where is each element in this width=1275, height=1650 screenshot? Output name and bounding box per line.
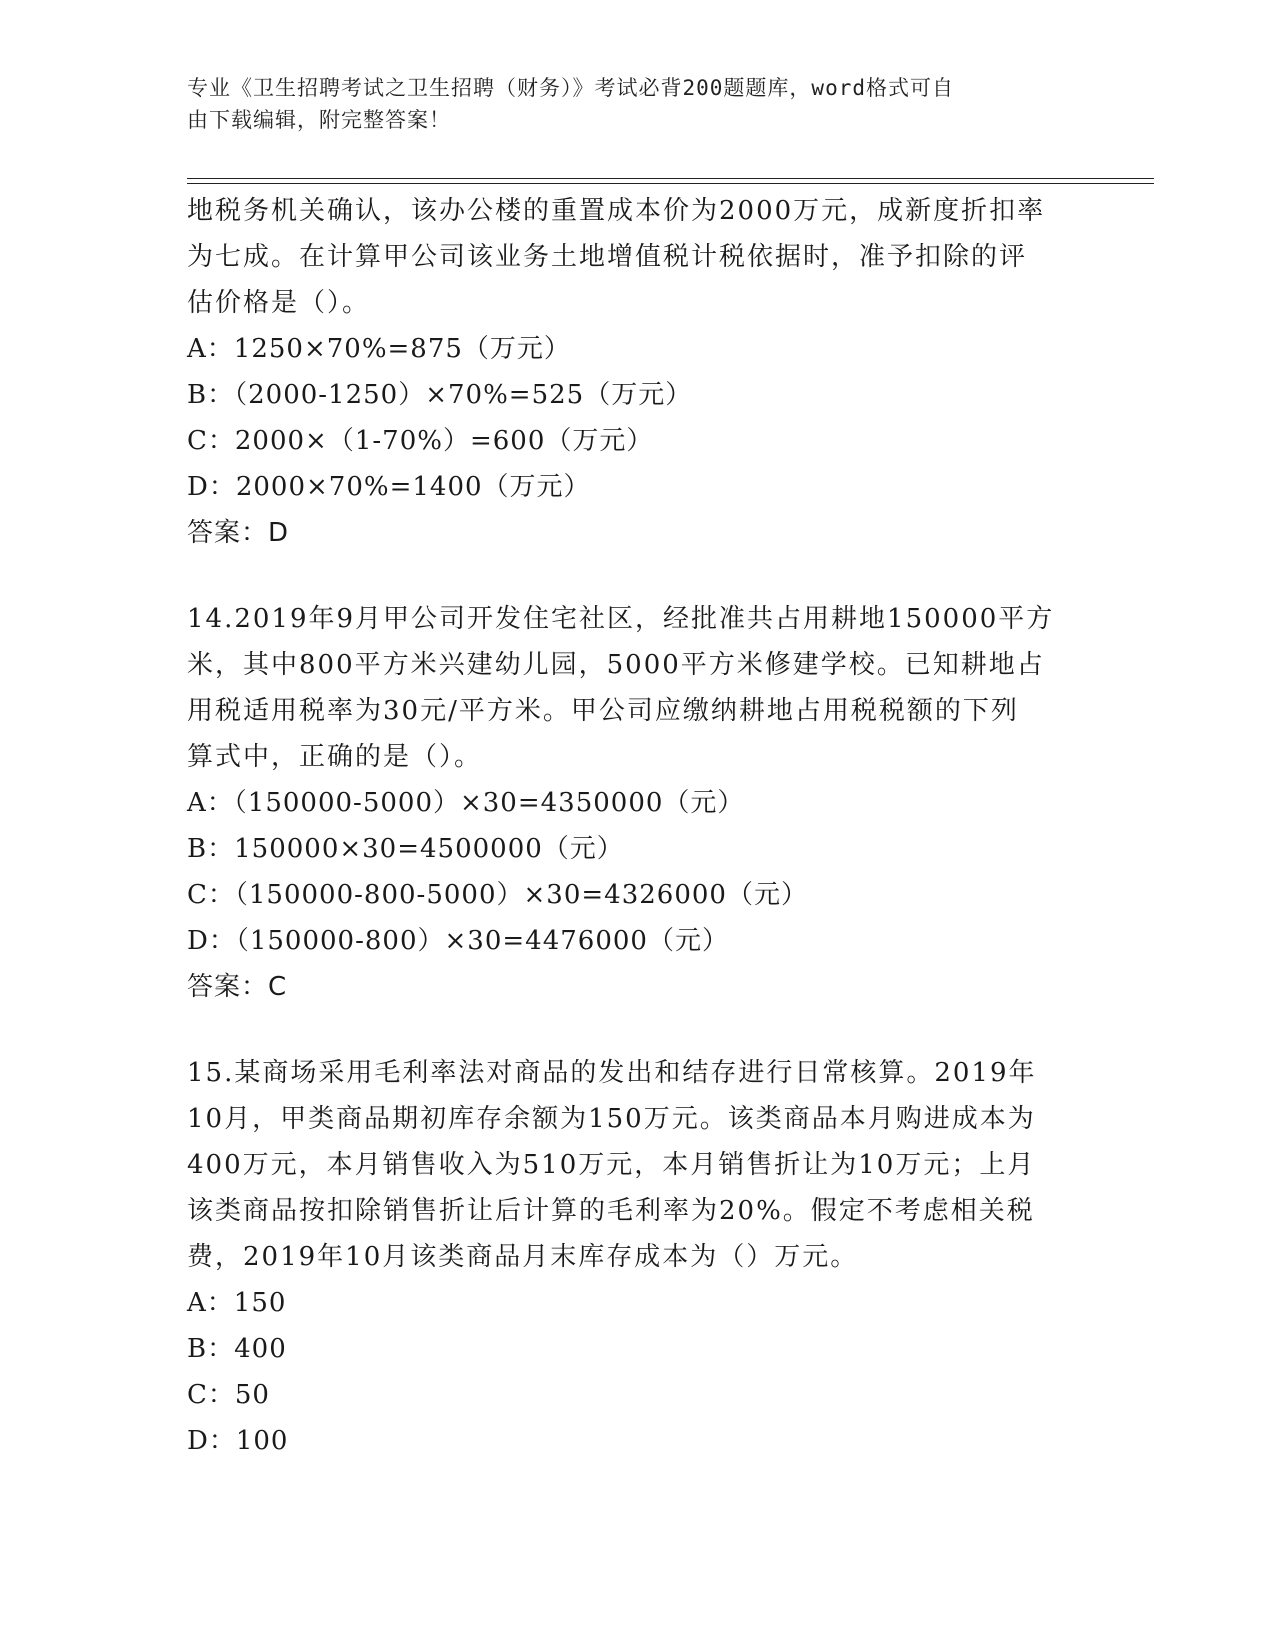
header-rule-top: [187, 178, 1154, 179]
question-text-line: 费，2019年10月该类商品月末库存成本为（）万元。: [187, 1242, 859, 1272]
option-d: D：100: [187, 1426, 289, 1456]
answer-label: 答案：D: [187, 518, 290, 548]
question-text-line: 米，其中800平方米兴建幼儿园，5000平方米修建学校。已知耕地占: [187, 650, 1045, 680]
header-line-1: 专业《卫生招聘考试之卫生招聘（财务）》考试必背200题题库，word格式可自: [187, 76, 954, 100]
header-rule-bottom: [187, 183, 1154, 184]
question-text-line: 该类商品按扣除销售折让后计算的毛利率为20%。假定不考虑相关税: [187, 1196, 1035, 1226]
spacer: [187, 1010, 1087, 1050]
question-text-line: 为七成。在计算甲公司该业务土地增值税计税依据时，准予扣除的评: [187, 242, 1028, 272]
question-text-line: 地税务机关确认，该办公楼的重置成本价为2000万元，成新度折扣率: [187, 196, 1046, 226]
question-text-line: 算式中，正确的是（）。: [187, 742, 483, 772]
option-c: C：2000×（1-70%）=600（万元）: [187, 426, 654, 456]
option-d: D：2000×70%=1400（万元）: [187, 472, 591, 502]
question-text-line: 10月，甲类商品期初库存余额为150万元。该类商品本月购进成本为: [187, 1104, 1036, 1134]
question-14: [187, 596, 1087, 1010]
header-line-2: 由下载编辑，附完整答案！: [187, 108, 451, 132]
question-15: [187, 1050, 1087, 1464]
option-a: A：150: [187, 1288, 287, 1318]
document-header: [187, 72, 1087, 136]
question-continuation: [187, 188, 1087, 556]
document-body: [187, 188, 1087, 1464]
question-text-line: 400万元，本月销售收入为510万元，本月销售折让为10万元；上月: [187, 1150, 1036, 1180]
option-a: A：1250×70%=875（万元）: [187, 334, 571, 364]
question-text-line: 估价格是（）。: [187, 288, 371, 318]
question-text-line: 用税适用税率为30元/平方米。甲公司应缴纳耕地占用税税额的下列: [187, 696, 1019, 726]
spacer: [187, 556, 1087, 596]
question-text-line: 15.某商场采用毛利率法对商品的发出和结存进行日常核算。2019年: [187, 1058, 1037, 1088]
option-b: B：（2000-1250）×70%=525（万元）: [187, 380, 693, 410]
option-c: C：（150000-800-5000）×30=4326000（元）: [187, 880, 808, 910]
answer-label: 答案：C: [187, 972, 288, 1002]
option-b: B：150000×30=4500000（元）: [187, 834, 624, 864]
option-c: C：50: [187, 1380, 270, 1410]
option-b: B：400: [187, 1334, 287, 1364]
question-text-line: 14.2019年9月甲公司开发住宅社区，经批准共占用耕地150000平方: [187, 604, 1055, 634]
option-d: D：（150000-800）×30=4476000（元）: [187, 926, 729, 956]
option-a: A：（150000-5000）×30=4350000（元）: [187, 788, 745, 818]
